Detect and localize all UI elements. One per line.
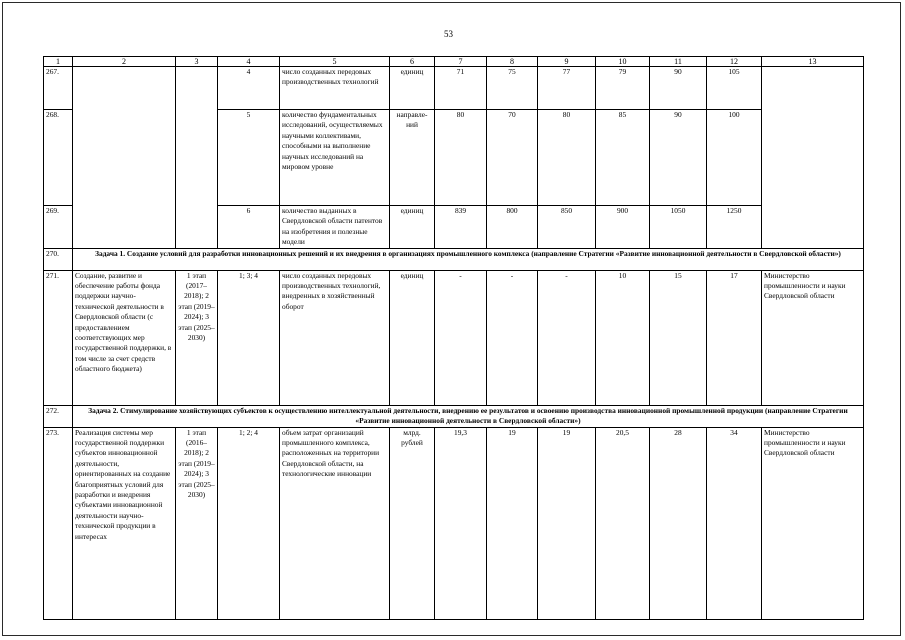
indicator-name: число созданных передовых производственных технологий — [280, 67, 390, 110]
value-cell: 19,3 — [435, 427, 487, 619]
column-header: 1 — [44, 57, 73, 67]
value-cell: - — [487, 270, 538, 405]
unit: единиц — [390, 270, 435, 405]
value-cell: 80 — [538, 110, 596, 206]
task-row — [44, 248, 864, 270]
value-cell: 85 — [596, 110, 650, 206]
measure-text: Создание, развитие и обеспечение работы фонда поддержки научно-технической деятельности в Свердловской области (с предоставлением соответствующих мер государственной поддержки, в том числе за счет средств областного бюджета) — [73, 270, 176, 405]
column-header: 6 — [390, 57, 435, 67]
column-header: 5 — [280, 57, 390, 67]
column-header: 4 — [218, 57, 280, 67]
value-cell: 71 — [435, 67, 487, 110]
column-header: 13 — [762, 57, 864, 67]
row-number: 269. — [44, 206, 73, 249]
indicator-name: объем затрат организаций промышленного комплекса, расположенных на территории Свердловской области, на технологические инновации — [280, 427, 390, 619]
column-header: 12 — [707, 57, 762, 67]
value-cell: 19 — [538, 427, 596, 619]
value-cell: 1250 — [707, 206, 762, 249]
responsible-cell — [762, 67, 864, 249]
value-cell: 839 — [435, 206, 487, 249]
value-cell: 75 — [487, 67, 538, 110]
goal-ref: 1; 2; 4 — [218, 427, 280, 619]
value-cell: 90 — [650, 110, 707, 206]
value-cell: - — [435, 270, 487, 405]
column-header: 7 — [435, 57, 487, 67]
column-header: 2 — [73, 57, 176, 67]
measure-cell — [73, 67, 176, 249]
responsible-text: Министерство промышленности и науки Свердловской области — [762, 427, 864, 619]
table-row — [44, 270, 864, 405]
value-cell: - — [538, 270, 596, 405]
column-header: 8 — [487, 57, 538, 67]
task-row — [44, 405, 864, 427]
row-number: 267. — [44, 67, 73, 110]
value-cell: 1050 — [650, 206, 707, 249]
indicator-name: количество фундаментальных исследований, осуществляемых научными коллективами, способными на выполнение научных исследований на мировом уровне — [280, 110, 390, 206]
unit: направле-ний — [390, 110, 435, 206]
value-cell: 20,5 — [596, 427, 650, 619]
stage-cell — [176, 67, 218, 249]
value-cell: 70 — [487, 110, 538, 206]
value-cell: 19 — [487, 427, 538, 619]
goal-ref: 4 — [218, 67, 280, 110]
row-number: 273. — [44, 427, 73, 619]
measure-text: Реализация системы мер государственной поддержки субъектов инновационной деятельности, ориентированных на создание благоприятных условий для разработки и внедрения субъектами инновационной деятельности научно-технической продукции в интересах — [73, 427, 176, 619]
value-cell: 10 — [596, 270, 650, 405]
table-row — [44, 427, 864, 619]
indicators-table — [43, 56, 864, 620]
column-numbers-row — [44, 57, 864, 67]
row-number: 272. — [44, 405, 73, 427]
value-cell: 850 — [538, 206, 596, 249]
value-cell: 17 — [707, 270, 762, 405]
goal-ref: 5 — [218, 110, 280, 206]
page-number: 53 — [444, 29, 453, 39]
unit: единиц — [390, 67, 435, 110]
value-cell: 34 — [707, 427, 762, 619]
value-cell: 90 — [650, 67, 707, 110]
indicator-name: количество выданных в Свердловской области патентов на изобретения и полезные модели — [280, 206, 390, 249]
row-number: 270. — [44, 248, 73, 270]
column-header: 11 — [650, 57, 707, 67]
stage-text: 1 этап (2017–2018); 2 этап (2019–2024); 3 этап (2025–2030) — [176, 270, 218, 405]
value-cell: 28 — [650, 427, 707, 619]
row-number: 268. — [44, 110, 73, 206]
goal-ref: 1; 3; 4 — [218, 270, 280, 405]
column-header: 10 — [596, 57, 650, 67]
responsible-text: Министерство промышленности и науки Свердловской области — [762, 270, 864, 405]
unit: единиц — [390, 206, 435, 249]
table-row — [44, 67, 864, 110]
value-cell: 800 — [487, 206, 538, 249]
indicator-name: число созданных передовых производственных технологий, внедренных в хозяйственный оборот — [280, 270, 390, 405]
value-cell: 79 — [596, 67, 650, 110]
value-cell: 77 — [538, 67, 596, 110]
value-cell: 105 — [707, 67, 762, 110]
value-cell: 900 — [596, 206, 650, 249]
stage-text: 1 этап (2016–2018); 2 этап (2019–2024); 3 этап (2025–2030) — [176, 427, 218, 619]
column-header: 3 — [176, 57, 218, 67]
goal-ref: 6 — [218, 206, 280, 249]
value-cell: 80 — [435, 110, 487, 206]
value-cell: 100 — [707, 110, 762, 206]
task-heading: Задача 1. Создание условий для разработки инновационных решений и их внедрения в организациях промышленного комплекса (направление Стратегии «Развитие инновационной деятельности в Свердловской области») — [73, 248, 864, 270]
task-heading: Задача 2. Стимулирование хозяйствующих субъектов к осуществлению интеллектуальной деятельности, внедрению ее результатов и освоению производства инновационной промышленной продукции (направление Стратегии «Развитие инновационной деятельности в Свердловской области») — [73, 405, 864, 427]
row-number: 271. — [44, 270, 73, 405]
unit: млрд. рублей — [390, 427, 435, 619]
column-header: 9 — [538, 57, 596, 67]
value-cell: 15 — [650, 270, 707, 405]
